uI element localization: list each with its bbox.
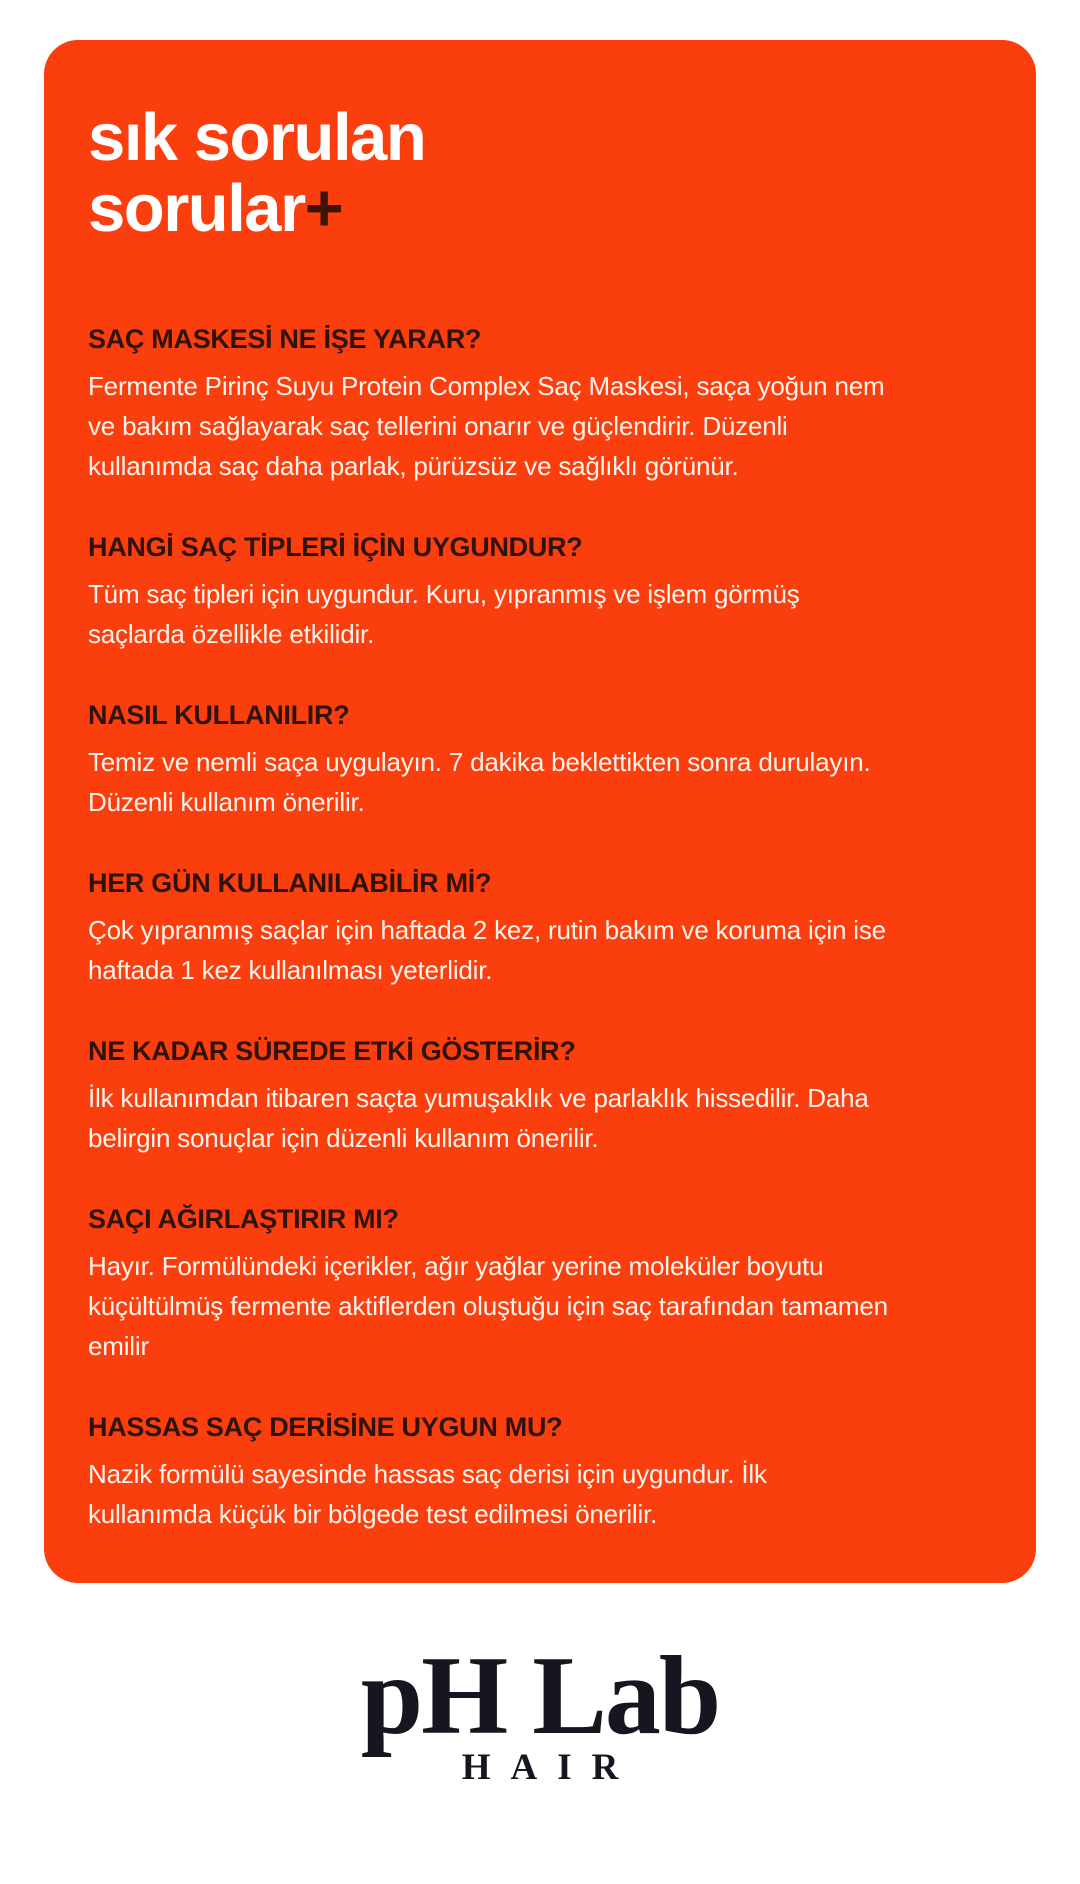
faq-answer: Fermente Pirinç Suyu Protein Complex Saç Maskesi, saça yoğun nem ve bakım sağlayarak saç tellerini onarır ve güçlendirir. Düzenli kullanımda saç daha parlak, pürüzsüz ve sağlıklı görünür. <box>88 371 885 482</box>
faq-section <box>88 698 992 822</box>
faq-answer: Çok yıpranmış saçlar için haftada 2 kez, rutin bakım ve koruma için ise haftada 1 kez kullanılması yeterlidir. <box>88 915 886 986</box>
faq-answer: Nazik formülü sayesinde hassas saç derisi için uygundur. İlk kullanımda küçük bir bölgede test edilmesi önerilir. <box>88 1459 767 1530</box>
faq-section <box>88 530 992 654</box>
faq-question: NASIL KULLANILIR? <box>88 700 350 731</box>
page-title-line1: sık sorulan <box>88 100 426 175</box>
brand-logo <box>0 1634 1080 1789</box>
faq-answer: İlk kullanımdan itibaren saçta yumuşaklık ve parlaklık hissedilir. Daha belirgin sonuçlar için düzenli kullanım önerilir. <box>88 1083 869 1154</box>
faq-answer: Tüm saç tipleri için uygundur. Kuru, yıpranmış ve işlem görmüş saçlarda özellikle etkilidir. <box>88 579 800 650</box>
faq-question: HASSAS SAÇ DERİSİNE UYGUN MU? <box>88 1412 563 1443</box>
faq-answer: Hayır. Formülündeki içerikler, ağır yağlar yerine moleküler boyutu küçültülmüş fermente aktiflerden oluştuğu için saç tarafından tamamen emilir <box>88 1251 888 1362</box>
faq-card <box>44 40 1036 1583</box>
page-title-line2: sorular <box>88 171 305 247</box>
faq-question: HER GÜN KULLANILABİLİR Mİ? <box>88 868 492 899</box>
faq-section <box>88 1202 992 1366</box>
brand-name: pH Lab <box>360 1634 720 1758</box>
faq-answer: Temiz ve nemli saça uygulayın. 7 dakika beklettikten sonra durulayın. Düzenli kullanım önerilir. <box>88 747 871 818</box>
faq-question: SAÇ MASKESİ NE İŞE YARAR? <box>88 324 482 355</box>
brand-subtitle: HAIR <box>461 1747 639 1788</box>
page-title <box>88 100 992 247</box>
plus-icon: + <box>304 171 343 247</box>
faq-question: HANGİ SAÇ TİPLERİ İÇİN UYGUNDUR? <box>88 532 583 563</box>
faq-section <box>88 1034 992 1158</box>
faq-section <box>88 866 992 990</box>
faq-section <box>88 322 992 486</box>
faq-question: SAÇI AĞIRLAŞTIRIR MI? <box>88 1204 399 1235</box>
faq-question: NE KADAR SÜREDE ETKİ GÖSTERİR? <box>88 1036 576 1067</box>
faq-section <box>88 1410 992 1534</box>
